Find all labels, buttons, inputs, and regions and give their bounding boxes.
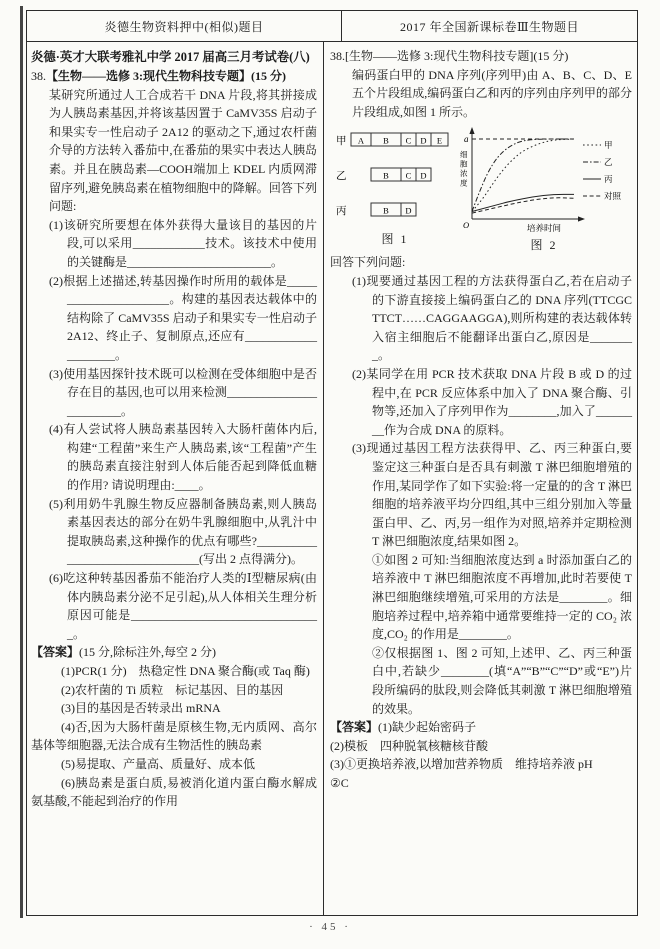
answer-line-1: (1)PCR(1 分) 热稳定性 DNA 聚合酶(或 Taq 酶) — [61, 664, 310, 678]
question-tag: 【生物——选修 3:现代生物科技专题】(15 分) — [46, 69, 286, 83]
fig2-series-甲 — [472, 139, 574, 212]
answer-line-4: ②C — [330, 776, 349, 790]
fig1-segment-letter: D — [420, 135, 427, 146]
question-tag: [生物——选修 3:现代生物科技专题](15 分) — [345, 49, 569, 63]
question-number-tag — [330, 47, 632, 66]
answer-line-4: (4)否,因为大肠杆菌是原核生物,无内质网、高尔基体等细胞器,无法合成有生物活性的胰岛素 — [31, 719, 317, 753]
paper-title: 炎德·英才大联考雅礼中学 2017 届高三月考试卷(八) — [31, 50, 310, 64]
answer-line-3: (3)目的基因是否转录出 mRNA — [61, 701, 221, 716]
question-number: 38. — [31, 69, 46, 83]
fig2-series-对照 — [472, 198, 574, 213]
question-item-2: (2)某同学在用 PCR 技术获取 DNA 片段 B 或 D 的过程中,在 PCR 反应体系中加入了 DNA 聚合酶、引物等,还加入了序列甲作为________,加入了________作为合成 DNA 的原料。 — [352, 366, 632, 437]
fig1-row-label: 丙 — [336, 206, 347, 218]
fig1-segment-letter: B — [383, 170, 389, 181]
answer-line-2: (2)农杆菌的 Ti 质粒 标记基因、目的基因 — [61, 682, 284, 697]
question-subitem-1: ①如图 2 可知:当细胞浓度达到 a 时添加蛋白乙的培养液中 T 淋巴细胞浓度不再增加,此时若要使 T 淋巴细胞继续增殖,可采用的方法是________。细胞培养过程中,培养箱中通常要维持一定的 CO₂ 浓度,CO₂ 的作用是________。 — [372, 552, 632, 642]
question-item-2: (2)根据上述描述,转基因操作时所用的载体是______________________。构建的基因表达载体中的结构除了 CaMV35S 启动子和果实专一性启动子 2A12、终止子、复制原点,还应有____________________。 — [49, 273, 317, 362]
table-body-row — [27, 42, 637, 915]
fig2-series-乙 — [472, 139, 574, 212]
fig2-legend-label: 对照 — [604, 191, 622, 202]
answer-line-3: (3)①更换培养液,以增加营养物质 维持培养液 pH — [330, 757, 593, 772]
left-column — [27, 42, 324, 915]
fig1-segment-letter: B — [383, 205, 389, 216]
question-intro: 某研究所通过人工合成若干 DNA 片段,将其拼接成为人胰岛素基因,并将该基因置于 CaMV35S 启动子和果实专一性启动子 2A12 的驱动之下,通过农杆菌介导的方法转入番茄中,在番茄的果实中表达人胰岛素。并且在胰岛素—COOH端加上 KDEL 内质网滞留序列,避免胰岛素在植物细胞中的降解。回答下列问题: — [49, 87, 317, 214]
figure-2-caption: 图 2 — [530, 238, 558, 253]
answer-prompt: 回答下列问题: — [330, 255, 406, 270]
answer-note: (15 分,除标注外,每空 2 分) — [79, 645, 217, 660]
fig2-series-丙 — [472, 195, 574, 212]
question-item-1: (1)该研究所要想在体外获得大量该目的基因的片段,可以采用____________技术。该技术中使用的关键酶是________________________。 — [49, 217, 317, 269]
question-item-6: (6)吃这种转基因番茄不能治疗人类的Ⅰ型糖尿病(由体内胰岛素分泌不足引起),从人体相关生理分析原因可能是________________________________。 — [49, 571, 317, 641]
fig2-x-arrow — [578, 217, 585, 222]
answer-label: 【答案】 — [31, 645, 80, 660]
answer-line-1: 【答案】(1)缺少起始密码子 — [330, 720, 477, 735]
fig1-segment-letter: B — [383, 135, 389, 146]
question-number-tag — [31, 67, 317, 86]
fig2-y-arrow — [469, 127, 474, 134]
page-number: · 45 · — [309, 921, 351, 933]
figure-1-block — [336, 125, 454, 247]
fig1-row-label: 甲 — [336, 136, 347, 148]
fig2-y-axis-label: 细胞浓度 — [460, 150, 468, 188]
answer-heading — [31, 643, 317, 662]
figure-2-growth-curve-chart — [456, 125, 632, 235]
question-item-4: (4)有人尝试将人胰岛素基因转入大肠杆菌体内后,构建“工程菌”来生产人胰岛素,该“工程菌”产生的胰岛素直接注射到人体后能否起到降低血糖的作用? 请说明理由:____。 — [49, 422, 317, 493]
table-header-row — [27, 11, 637, 42]
figure-2-block — [456, 125, 632, 253]
fig1-segment-letter: C — [405, 170, 412, 181]
fig2-x-axis-label: 培养时间 — [526, 223, 562, 234]
fig1-segment-letter: D — [420, 170, 427, 181]
question-subitem-2: ②仅根据图 1、图 2 可知,上述甲、乙、丙三种蛋白中,若缺少________(填“A”“B”“C”“D”或“E”)片段所编码的肽段,则会降低其刺激 T 淋巴细胞增殖的效果。 — [372, 645, 632, 716]
figure-1-caption: 图 1 — [381, 232, 409, 247]
fig2-ref-label: a — [464, 134, 469, 145]
answer-line-2: (2)模板 四种脱氧核糖核苷酸 — [330, 738, 488, 753]
question-item-5: (5)利用奶牛乳腺生物反应器制备胰岛素,则人胰岛素基因表达的部分在奶牛乳腺细胞中,从乳汁中提取胰岛素,这种操作的优点有哪些?________________________________(写出 2 点得满分)。 — [49, 496, 317, 567]
exam-comparison-sheet — [26, 10, 638, 916]
fig1-segment-letter: D — [405, 205, 412, 216]
question-item-3: (3)现通过基因工程方法获得甲、乙、丙三种蛋白,要鉴定这三种蛋白是否具有刺激 T 淋巴细胞增殖的作用,某同学作了如下实验:将一定量的的含 T 淋巴细胞的培养液平均分四组,其中三组分别加入等量蛋白甲、乙、丙,另一组作为对照,培养并定期检测 T 淋巴细胞浓度,结果如图 2。 — [352, 441, 632, 549]
question-number: 38. — [330, 49, 345, 63]
question-intro: 编码蛋白甲的 DNA 序列(序列甲)由 A、B、C、D、E 五个片段组成,编码蛋白乙和丙的序列由序列甲的部分片段组成,如图 1 所示。 — [352, 67, 632, 119]
fig2-origin-label: O — [463, 220, 470, 231]
header-cell-left: 炎德生物资料押中(相似)题目 — [27, 11, 342, 41]
question-item-1: (1)现要通过基因工程的方法获得蛋白乙,若在启动子的下游直接接上编码蛋白乙的 DNA 序列(TTCGCTTCT……CAGGAAGGA),则所构建的表达载体转入宿主细胞后不能翻译出蛋白乙,原因是________。 — [352, 273, 632, 363]
fig1-segment-letter: E — [436, 135, 443, 146]
fig1-row-label: 乙 — [336, 171, 347, 183]
answer-label: 【答案】 — [330, 720, 379, 735]
right-column — [324, 42, 637, 915]
fig2-legend-label: 乙 — [604, 157, 613, 168]
fig2-legend-label: 丙 — [604, 174, 613, 185]
question-item-3: (3)使用基因探针技术既可以检测在受体细胞中是否存在目的基因,也可以用来检测________________________。 — [49, 366, 317, 418]
figure-1-gene-segment-diagram — [336, 125, 454, 229]
answer-line-6: (6)胰岛素是蛋白质,易被消化道内蛋白酶水解成氨基酸,不能起到治疗的作用 — [31, 775, 317, 809]
scan-edge-line — [20, 6, 23, 918]
header-cell-right: 2017 年全国新课标卷Ⅲ生物题目 — [399, 19, 580, 34]
figures-row — [336, 125, 632, 253]
fig1-segment-letter: C — [405, 135, 412, 146]
fig2-legend-label: 甲 — [604, 140, 613, 151]
fig1-segment-letter: A — [357, 135, 365, 146]
answer-line-5: (5)易提取、产量高、质量好、成本低 — [61, 756, 255, 771]
